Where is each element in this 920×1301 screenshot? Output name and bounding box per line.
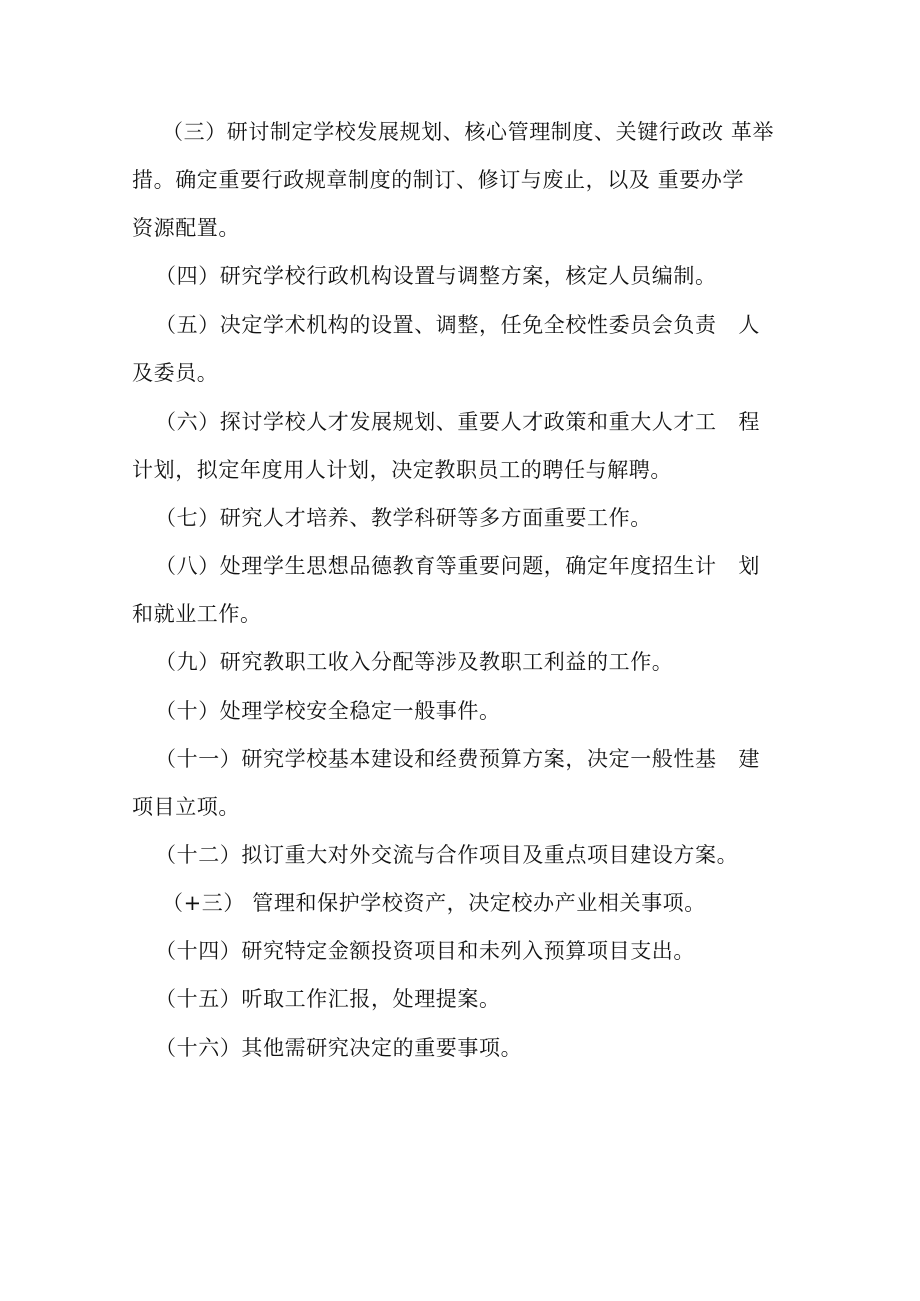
item-13-line-1: （+三） 管理和保护学校资产，决定校办产业相关事项。 (162, 891, 706, 915)
item-16-line-1: （十六）其他需研究决定的重要事项。 (155, 1036, 523, 1060)
item-8-line-1: （八）处理学生思想品德教育等重要问题，确定年度招生计 划 (155, 554, 761, 578)
item-14-line-1: （十四）研究特定金额投资项目和未列入预算项目支出。 (155, 939, 695, 963)
item-12-line-1: （十二）拟订重大对外交流与合作项目及重点项目建设方案。 (155, 843, 739, 867)
item-5-line-2: 及委员。 (132, 361, 219, 385)
item-3-line-1: （三）研讨制定学校发展规划、核心管理制度、关键行政改 革举 (162, 120, 775, 144)
item-9-line-1: （九）研究教职工收入分配等涉及教职工利益的工作。 (155, 650, 674, 674)
item-3-line-2: 措。确定重要行政规章制度的制订、修订与废止，以及 重要办学 (132, 168, 745, 192)
item-6-line-1: （六）探讨学校人才发展规划、重要人才政策和重大人才工 程 (155, 410, 761, 434)
item-11-line-1: （十一）研究学校基本建设和经费预算方案，决定一般性基 建 (155, 747, 761, 771)
item-11-line-2: 项目立项。 (132, 795, 240, 819)
item-10-line-1: （十）处理学校安全稳定一般事件。 (155, 699, 501, 723)
item-15-line-1: （十五）听取工作汇报，处理提案。 (155, 987, 501, 1011)
item-3-line-3: 资源配置。 (132, 216, 240, 240)
item-8-line-2: 和就业工作。 (132, 602, 262, 626)
item-4-line-1: （四）研究学校行政机构设置与调整方案，核定人员编制。 (155, 264, 717, 288)
item-7-line-1: （七）研究人才培养、教学科研等多方面重要工作。 (155, 506, 652, 530)
item-5-line-1: （五）决定学术机构的设置、调整，任免全校性委员会负责 人 (155, 313, 761, 337)
item-6-line-2: 计划，拟定年度用人计划，决定教职员工的聘任与解聘。 (132, 458, 672, 482)
